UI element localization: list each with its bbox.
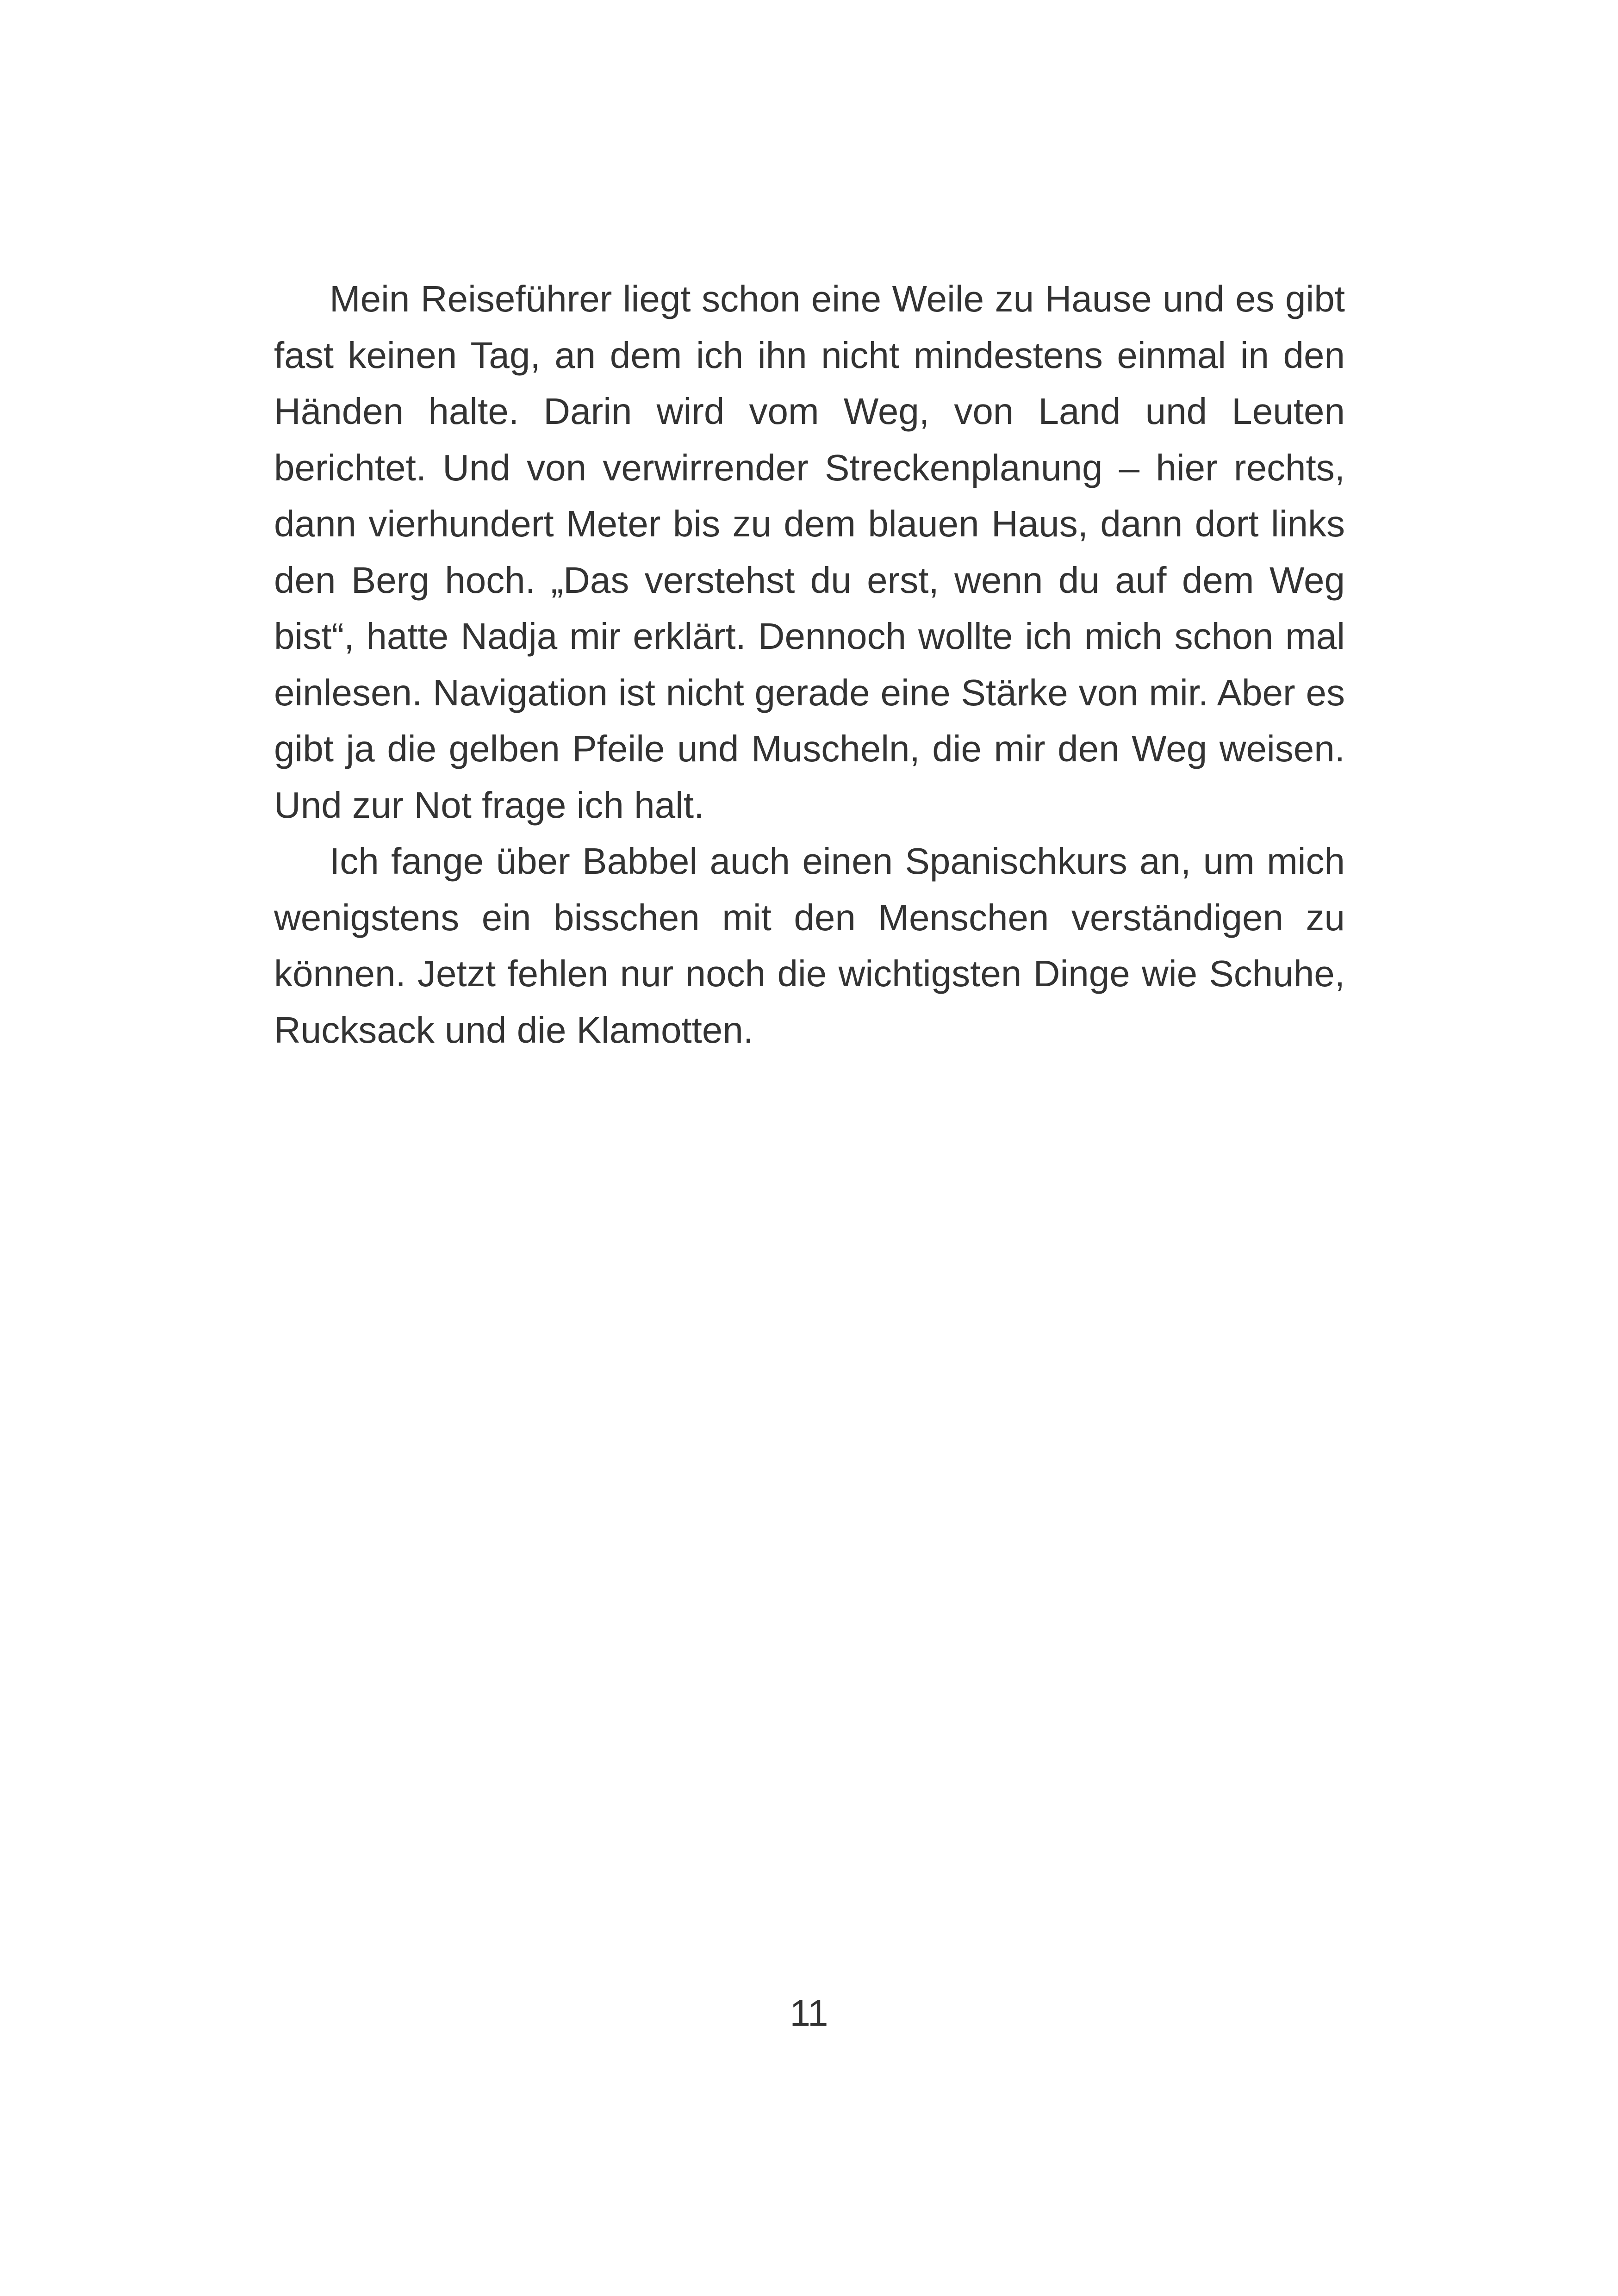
paragraph-2: Ich fange über Babbel auch einen Spanischkurs an, um mich wenigstens ein bisschen mit den Menschen verständigen zu können. Jetzt fehlen nur noch die wichtigsten Dinge wie Schuhe, Rucksack und die Klamotten. bbox=[274, 840, 1345, 1051]
paragraph-1: Mein Reiseführer liegt schon eine Weile zu Hause und es gibt fast keinen Tag, an dem ich ihn nicht mindestens einmal in den Händen halte. Darin wird vom Weg, von Land und Leuten berichtet. Und von verwirrender Streckenplanung – hier rechts, dann vierhundert Meter bis zu dem blauen Haus, dann dort links den Berg hoch. „Das verstehst du erst, wenn du auf dem Weg bist“, hatte Nadja mir erklärt. Dennoch wollte ich mich schon mal einlesen. Navigation ist nicht gerade eine Stärke von mir. Aber es gibt ja die gelben Pfeile und Muscheln, die mir den Weg weisen. Und zur Not frage ich halt. bbox=[274, 278, 1345, 826]
page-number: 11 bbox=[790, 1992, 828, 2034]
body-text bbox=[274, 271, 1345, 1058]
